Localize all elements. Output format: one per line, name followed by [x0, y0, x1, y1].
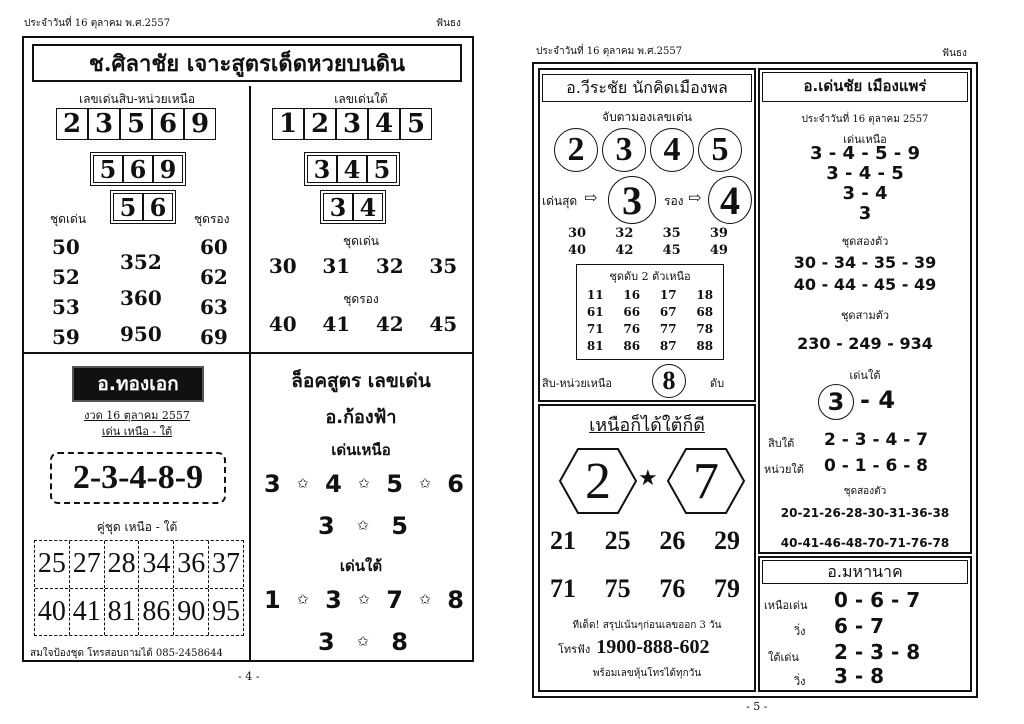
digit: 4 — [368, 108, 400, 140]
digit: 5 — [113, 193, 143, 221]
phone-number: 1900-888-602 — [596, 636, 710, 658]
num: 4 — [325, 470, 342, 498]
num: 52 — [52, 265, 80, 289]
num: 29 — [713, 526, 740, 555]
tens-label: สิบใต้ — [768, 437, 795, 450]
digit: 5 — [93, 155, 123, 183]
num: 42 — [375, 312, 404, 336]
north-row2 — [550, 574, 740, 604]
kenchai-south-label: เด่นใต้ — [849, 369, 881, 382]
lock-author: อ.ก้องฟ้า — [325, 407, 397, 428]
south-circle: 3 — [818, 384, 854, 420]
header-brand: ฟันธง — [942, 48, 967, 59]
right-set-sub-label: ชุดรอง — [343, 292, 379, 306]
right-set-main — [256, 254, 470, 278]
num: 30 — [568, 226, 587, 241]
lock-north-row1 — [264, 470, 464, 498]
mahanak-s-run: 3 - 8 — [834, 664, 885, 688]
num: 17 — [659, 288, 677, 302]
digit: 1 — [272, 108, 304, 140]
num: 16 — [623, 288, 641, 302]
circle-number: 5 — [698, 128, 742, 172]
tens-value: 2 - 3 - 4 - 7 — [824, 430, 928, 450]
digit: 6 — [143, 193, 173, 221]
col-a — [52, 232, 80, 352]
star-icon: ✩ — [419, 476, 431, 492]
num: 39 — [709, 226, 728, 241]
lock-north-row2 — [318, 512, 408, 540]
num: 62 — [200, 265, 228, 289]
digit: 5 — [400, 108, 432, 140]
kenchai-north-lines — [762, 144, 968, 224]
col-c — [200, 232, 228, 352]
num: 45 — [429, 312, 458, 336]
set-main-label: ชุดเด่น — [50, 212, 87, 226]
digit: 6 — [123, 155, 153, 183]
col-b — [120, 244, 162, 352]
kenchai-three-line: 230 - 249 - 934 — [797, 334, 933, 353]
best-label: เด่นสุด — [542, 194, 578, 208]
num: 79 — [713, 574, 740, 603]
arrow-icon: ⇨ — [584, 188, 598, 207]
digit: 3 — [88, 108, 120, 140]
mahanak-n-label: เหนือเด่น — [764, 599, 808, 612]
num: 25 — [604, 526, 631, 555]
num: 67 — [659, 305, 677, 319]
num: 78 — [696, 322, 714, 336]
num: 1 — [264, 586, 281, 614]
right-label: เลขเด่นใต้ — [334, 92, 388, 106]
mahanak-n-run: 6 - 7 — [834, 614, 885, 638]
second-circle: 4 — [708, 176, 752, 224]
num: 7 — [386, 586, 403, 614]
thong-main: 2-3-4-8-9 — [50, 452, 226, 504]
num: 77 — [659, 322, 677, 336]
num: 3 — [325, 586, 342, 614]
digit: 3 — [323, 193, 353, 221]
north-note2: พร้อมเลขหุ้นโทรได้ทุกวัน — [592, 668, 702, 679]
num: 6 — [447, 470, 464, 498]
num: 53 — [52, 295, 80, 319]
star-icon: ✩ — [357, 634, 369, 650]
digit: 5 — [120, 108, 152, 140]
wira-nums-row1 — [568, 226, 728, 241]
divider — [22, 352, 474, 354]
hex-right-number: 7 — [693, 452, 719, 510]
right-set-main-label: ชุดเด่น — [342, 234, 380, 248]
lock-south-row2 — [318, 628, 408, 656]
wira-set-box — [576, 264, 724, 360]
num: 8 — [391, 628, 408, 656]
num: 66 — [623, 305, 641, 319]
thong-date: งวด 16 ตุลาคม 2557 — [84, 409, 190, 422]
digit: 2 — [304, 108, 336, 140]
star-icon: ✩ — [297, 476, 309, 492]
num: 352 — [120, 250, 162, 274]
wira-title: อ.วีระชัย นักคิดเมืองพล — [542, 74, 752, 102]
num: 61 — [586, 305, 604, 319]
circle-number: 4 — [650, 128, 694, 172]
right-row3 — [320, 190, 386, 224]
digit: 9 — [184, 108, 216, 140]
right-row1 — [272, 108, 432, 140]
num: 21 — [550, 526, 576, 555]
divider — [249, 354, 251, 662]
num: 3 — [264, 470, 281, 498]
digit: 5 — [367, 155, 397, 183]
circle-number: 3 — [602, 128, 646, 172]
num: 40 — [268, 312, 297, 336]
mahanak-n-value: 0 - 6 - 7 — [834, 588, 921, 612]
mahanak-n-run-label: วิ่ง — [794, 625, 806, 638]
digit: 3 — [336, 108, 368, 140]
pair: 37 — [212, 548, 241, 579]
set-sub-label: ชุดรอง — [194, 212, 230, 226]
num: 5 — [391, 512, 408, 540]
line: 3 - 4 - 5 — [826, 163, 904, 184]
pair: 90 — [174, 589, 209, 635]
lock-south-label: เด่นใต้ — [339, 557, 383, 575]
thong-title: อ.ทองเอก — [72, 366, 204, 402]
page4-title: ช.ศิลาชัย เจาะสูตรเด็ดหวยบนดิน — [32, 44, 462, 82]
page-4 — [18, 6, 494, 718]
page-5 — [528, 36, 986, 716]
num: 360 — [120, 286, 162, 310]
line: 3 - 4 — [842, 183, 888, 204]
lock-north-label: เด่นเหนือ — [331, 441, 391, 459]
pair-line1: 20-21-26-28-30-31-36-38 — [780, 506, 950, 520]
pair: 25 — [35, 541, 70, 588]
header-date: ประจำวันที่ 16 ตุลาคม พ.ศ.2557 — [24, 18, 171, 29]
num: 42 — [615, 243, 634, 258]
num: 41 — [322, 312, 351, 336]
north-note1: ทีเด็ด! สรุปเน้นๆก่อนเลขออก 3 วัน — [572, 620, 722, 631]
num: 49 — [709, 243, 728, 258]
second-label: รอง — [664, 194, 684, 208]
north-title: เหนือก็ได้ใต้ก็ดี — [589, 415, 705, 436]
pair: 41 — [70, 589, 105, 635]
num: 40 — [568, 243, 587, 258]
dead-label: สิบ-หน่วยเหนือ — [542, 377, 612, 390]
right-set-sub — [256, 312, 470, 336]
thong-pairs — [34, 540, 244, 636]
left-row1 — [56, 108, 216, 140]
digit: 4 — [337, 155, 367, 183]
page-number: - 5 - — [746, 700, 768, 713]
best-circle: 3 — [608, 176, 656, 224]
num: 68 — [696, 305, 714, 319]
digit: 3 — [307, 155, 337, 183]
arrow-icon: ⇨ — [688, 188, 702, 207]
lock-south-row1 — [264, 586, 464, 614]
kenchai-two-label: ชุดสองตัว — [841, 235, 889, 248]
thong-pairs-label: คู่ชุด เหนือ - ใต้ — [96, 520, 178, 534]
num: 50 — [52, 235, 80, 259]
wira-set-label: ชุดดับ 2 ตัวเหนือ — [609, 270, 691, 283]
digit: 4 — [353, 193, 383, 221]
num: 59 — [52, 325, 80, 349]
pair: 28 — [105, 541, 140, 588]
kenchai-date: ประจำวันที่ 16 ตุลาคม 2557 — [801, 114, 929, 125]
kenchai-three-label: ชุดสามตัว — [840, 309, 890, 322]
kenchai-two-lines — [762, 252, 968, 296]
dead-suffix: ดับ — [710, 377, 725, 390]
pair: 95 — [212, 596, 241, 627]
num: 3 — [318, 628, 335, 656]
kenchai-title: อ.เด่นชัย เมืองแพร่ — [762, 72, 968, 102]
thong-subtitle: เด่น เหนือ - ใต้ — [101, 425, 173, 438]
line: 3 — [858, 203, 872, 224]
num: 8 — [447, 586, 464, 614]
star-icon: ✩ — [358, 476, 370, 492]
wira-set-grid — [577, 287, 723, 355]
thong-footer: สมใจป้องชุด โทรสอบถามได้ 085-2458644 — [30, 648, 223, 659]
num: 75 — [604, 574, 631, 603]
num: 76 — [623, 322, 641, 336]
num: 18 — [696, 288, 714, 302]
num: 32 — [615, 226, 634, 241]
page-number: - 4 - — [238, 670, 260, 683]
num: 35 — [662, 226, 681, 241]
mahanak-s-run-label: วิ่ง — [794, 675, 806, 688]
pair-line2: 40-41-46-48-70-71-76-78 — [780, 536, 950, 550]
south-rest: - 4 — [860, 386, 896, 414]
mahanak-title: อ.มหานาค — [762, 560, 968, 584]
star-icon: ★ — [638, 466, 658, 491]
pair: 81 — [105, 589, 140, 635]
num: 11 — [586, 288, 604, 302]
pair: 36 — [174, 541, 209, 588]
circle-number: 2 — [554, 128, 598, 172]
header-brand: ฟันธง — [436, 18, 461, 29]
left-row2 — [90, 152, 186, 186]
num: 87 — [659, 339, 677, 353]
num: 71 — [586, 322, 604, 336]
num: 76 — [659, 574, 686, 603]
pair-label: ชุดสองตัว — [843, 486, 887, 497]
star-icon: ✩ — [419, 592, 431, 608]
header-date: ประจำวันที่ 16 ตุลาคม พ.ศ.2557 — [536, 46, 683, 57]
line: 30 - 34 - 35 - 39 — [793, 253, 937, 272]
pair: 27 — [70, 541, 105, 588]
mahanak-s-value: 2 - 3 - 8 — [834, 640, 921, 664]
right-row2 — [304, 152, 400, 186]
pair: 86 — [139, 589, 174, 635]
kenchai-north-label: เด่นเหนือ — [843, 133, 887, 146]
line: 3 - 4 - 5 - 9 — [809, 143, 921, 164]
digit: 2 — [56, 108, 88, 140]
wira-nums-row2 — [568, 243, 728, 258]
lock-title: ล็อคสูตร เลขเด่น — [291, 370, 431, 392]
num: 35 — [429, 254, 458, 278]
num: 69 — [200, 325, 228, 349]
north-row1 — [550, 526, 740, 556]
num: 88 — [696, 339, 714, 353]
dead-circle: 8 — [652, 364, 686, 398]
units-value: 0 - 1 - 6 - 8 — [824, 456, 928, 476]
num: 63 — [200, 295, 228, 319]
wira-subtitle: จับตามองเลขเด่น — [602, 110, 692, 124]
num: 86 — [623, 339, 641, 353]
divider — [249, 86, 251, 354]
num: 30 — [268, 254, 297, 278]
mahanak-s-label: ใต้เด่น — [768, 651, 799, 664]
digit: 9 — [153, 155, 183, 183]
num: 950 — [120, 322, 162, 346]
hex-left-number: 2 — [585, 452, 611, 510]
num: 71 — [550, 574, 576, 603]
left-label: เลขเด่นสิบ-หน่วยเหนือ — [78, 92, 196, 106]
star-icon: ✩ — [357, 518, 369, 534]
pair: 40 — [35, 589, 70, 635]
num: 26 — [659, 526, 686, 555]
north-phone-line — [558, 636, 748, 659]
num: 45 — [662, 243, 681, 258]
num: 5 — [386, 470, 403, 498]
line: 40 - 44 - 45 - 49 — [793, 275, 937, 294]
num: 3 — [318, 512, 335, 540]
num: 32 — [375, 254, 404, 278]
digit: 6 — [152, 108, 184, 140]
left-row3 — [110, 190, 176, 224]
pair: 34 — [139, 541, 174, 588]
star-icon: ✩ — [297, 592, 309, 608]
num: 31 — [322, 254, 351, 278]
num: 81 — [586, 339, 604, 353]
phone-label: โทรฟัง — [558, 643, 591, 656]
num: 60 — [200, 235, 228, 259]
star-icon: ✩ — [358, 592, 370, 608]
units-label: หน่วยใต้ — [764, 463, 804, 476]
